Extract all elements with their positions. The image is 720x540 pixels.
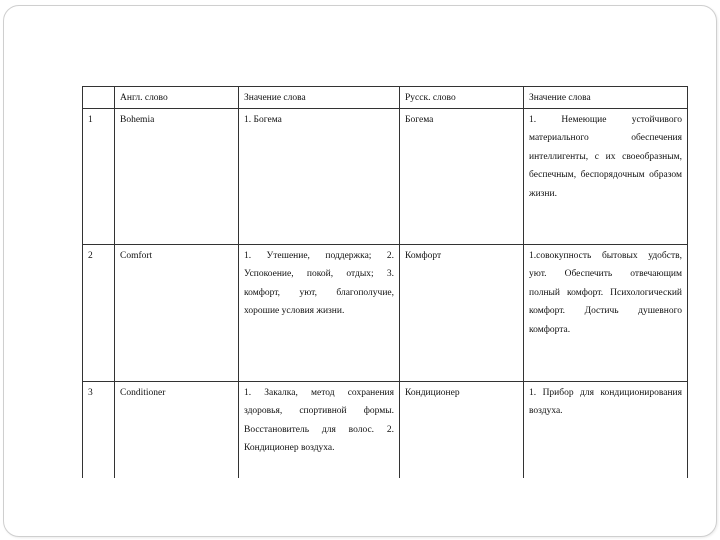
english-word: Comfort <box>115 244 239 381</box>
header-russian-meaning: Значение слова <box>524 87 688 109</box>
english-word: Bohemia <box>115 108 239 244</box>
english-word: Conditioner <box>115 381 239 478</box>
table-header-row <box>83 87 688 109</box>
header-russian-word: Русск. слово <box>400 87 524 109</box>
header-english-meaning: Значение слова <box>239 87 400 109</box>
row-number: 1 <box>83 108 115 244</box>
header-english-word: Англ. слово <box>115 87 239 109</box>
english-meaning: 1. Утешение, поддержка; 2. Успокоение, покой, отдых; 3. комфорт, уют, благополучие, хорошие условия жизни. <box>239 244 400 381</box>
english-meaning: 1. Богема <box>239 108 400 244</box>
row-number: 3 <box>83 381 115 478</box>
table-row <box>83 244 688 381</box>
table-row <box>83 108 688 244</box>
russian-word: Богема <box>400 108 524 244</box>
slide-frame <box>3 5 717 537</box>
russian-meaning: 1.совокупность бытовых удобств, уют. Обеспечить отвечающим полный комфорт. Психологический комфорт. Достичь душевного комфорта. <box>524 244 688 381</box>
word-comparison-table <box>82 86 688 478</box>
table-row <box>83 381 688 478</box>
row-number: 2 <box>83 244 115 381</box>
russian-word: Комфорт <box>400 244 524 381</box>
russian-word: Кондиционер <box>400 381 524 478</box>
english-meaning: 1. Закалка, метод сохранения здоровья, спортивной формы. Восстановитель для волос. 2. Кондиционер воздуха. <box>239 381 400 478</box>
russian-meaning: 1. Прибор для кондиционирования воздуха. <box>524 381 688 478</box>
header-number <box>83 87 115 109</box>
russian-meaning: 1. Немеющие устойчивого материального обеспечения интеллигенты, с их своеобразным, беспечным, беспорядочным образом жизни. <box>524 108 688 244</box>
